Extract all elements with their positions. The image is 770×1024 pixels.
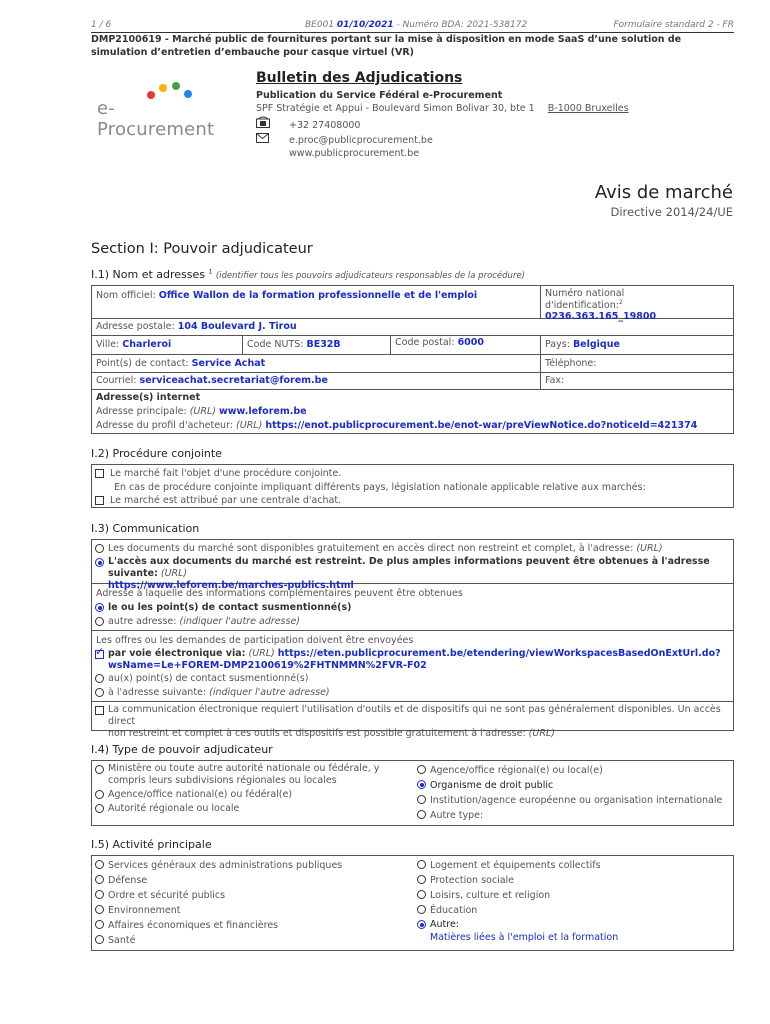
bulletin-block [256,70,736,159]
i3-row-offres [92,631,733,702]
radio-button[interactable] [417,810,426,819]
i2-opt-centrale[interactable]: Le marché est attribué par une centrale d'achat. [92,494,733,508]
notice-type [595,182,733,219]
i1-heading: I.1) Nom et adresses $^1$ (identifier tous les pouvoirs adjudicateurs responsables de la procédure) [91,268,525,281]
i3-offres-label: Les offres ou les demandes de participation doivent être envoyées [96,635,414,646]
i3-offres-opt-contact[interactable]: au(x) point(s) de contact susmentionné(s) [92,672,733,686]
i4-opt[interactable]: Ministère ou toute autre autorité nationale ou fédérale, y compris leurs subdivisions régionales ou locales [92,763,392,787]
bulletin-email-line [256,133,736,146]
bulletin-phone-line [256,116,736,131]
nom-officiel: Nom officiel: Office Wallon de la formation professionnelle et de l'emploi [96,290,478,301]
i3-info-label: Adresse à laquelle des informations complémentaires peuvent être obtenues [96,588,463,599]
i1-table [91,285,734,434]
radio-button[interactable] [417,795,426,804]
form-type: Formulaire standard 2 - FR [613,20,734,30]
profil-acheteur: Adresse du profil d'acheteur: (URL) https://enot.publicprocurement.be/enot-war/preViewNotice.do?noticeId=421374 [96,420,698,431]
numero-national: Numéro national d'identification:$^2$ 0236.363.165_19800 [540,286,733,318]
checkbox-checked[interactable] [95,650,104,659]
i3-opt-acces-restreint[interactable]: L'accès aux documents du marché est restreint. De plus amples informations peuvent être obtenues à l'adresse suivante: (URL) https://www.leforem.be/marches-publics.html [92,556,733,592]
i1-row-ville [92,336,733,355]
i5-opt[interactable]: Défense [92,873,392,888]
courriel-link[interactable]: serviceachat.secretariat@forem.be [139,375,328,386]
i5-opt[interactable]: Ordre et sécurité publics [92,888,392,903]
i4-left [92,763,392,816]
bulletin-city: B-1000 Bruxelles [547,103,629,114]
i4-opt[interactable]: Autorité régionale ou locale [92,802,392,816]
i3-info-opt-contact[interactable]: le ou les point(s) de contact susmentionné(s) [92,601,733,615]
header-reference: BE001 01/10/2021 - Numéro BDA: 2021-538172 [305,20,528,30]
phone-icon [256,116,286,131]
i5-box [91,855,734,951]
i5-opt[interactable]: Services généraux des administrations publiques [92,858,392,873]
code-postal: Code postal: 6000 [390,336,540,354]
autre-activite-value: Matières liées à l'emploi et la formation [430,932,619,943]
radio-button-selected[interactable] [95,603,104,612]
adresse-principale-link[interactable]: www.leforem.be [219,406,307,417]
i5-opt[interactable]: Protection sociale [414,873,732,888]
radio-button[interactable] [417,905,426,914]
i3-box [91,539,734,739]
radio-button[interactable] [95,920,104,929]
i4-opt[interactable]: Institution/agence européenne ou organisation internationale [414,793,732,808]
logo-dot [172,82,180,90]
radio-button[interactable] [95,765,104,774]
i4-opt[interactable]: Agence/office national(e) ou fédéral(e) [92,788,392,802]
radio-button[interactable] [95,674,104,683]
radio-button[interactable] [95,688,104,697]
telephone: Téléphone: [540,355,733,372]
profil-acheteur-link[interactable]: https://enot.publicprocurement.be/enot-war/preViewNotice.do?noticeId=421374 [265,420,698,431]
i3-info-opt-autre[interactable]: autre adresse: (indiquer l'autre adresse) [92,615,733,629]
i2-opt-conjointe[interactable]: Le marché fait l'objet d'une procédure conjointe. [92,467,733,481]
i5-opt[interactable]: Environnement [92,903,392,918]
envelope-icon [256,133,286,146]
i4-opt-selected[interactable]: Organisme de droit public [414,778,732,793]
point-de-contact: Point(s) de contact: Service Achat [96,358,266,369]
i3-row-info [92,584,733,631]
i1-row-internet [92,390,733,436]
section-title: Section I: Pouvoir adjudicateur [91,241,313,257]
i5-opt[interactable]: Loisirs, culture et religion [414,888,732,903]
radio-button-selected[interactable] [417,920,426,929]
courriel: Courriel: serviceachat.secretariat@forem.be [96,375,328,386]
radio-button[interactable] [95,790,104,799]
radio-button[interactable] [95,875,104,884]
i3-offres-opt-adresse[interactable]: à l'adresse suivante: (indiquer l'autre adresse) [92,686,733,700]
i2-heading: I.2) Procédure conjointe [91,447,222,460]
radio-button-selected[interactable] [417,780,426,789]
i3-offres-opt-electronique[interactable]: ✓ par voie électronique via: (URL) https://eten.publicprocurement.be/etendering/viewWorkspacesBasedOnExtUrl.do? wsName=Le+FOREM-DMP2100619%2FHTNMMN%2FVR-F02 [92,648,733,672]
i5-opt-selected[interactable]: Autre: Matières liées à l'emploi et la formation [414,918,732,944]
radio-button[interactable] [417,765,426,774]
bulletin-email[interactable]: e.proc@publicprocurement.be [289,135,433,146]
i4-box [91,760,734,826]
bulletin-title: Bulletin des Adjudications [256,70,463,86]
checkbox[interactable] [95,496,104,505]
i5-opt[interactable]: Logement et équipements collectifs [414,858,732,873]
radio-button[interactable] [95,890,104,899]
i1-row-courriel [92,373,733,390]
notice-directive: Directive 2014/24/UE [610,205,733,219]
bulletin-website[interactable]: www.publicprocurement.be [289,148,420,159]
i5-right [414,858,732,944]
bulletin-address: SPF Stratégie et Appui - Boulevard Simon Bolivar 30, bte 1 [256,103,535,114]
i5-opt[interactable]: Santé [92,933,392,948]
radio-button[interactable] [95,935,104,944]
pays: Pays: Belgique [540,336,733,354]
radio-button-selected[interactable] [95,558,104,567]
radio-button[interactable] [95,617,104,626]
radio-button[interactable] [95,905,104,914]
notice-type-title: Avis de marché [594,182,733,203]
radio-button[interactable] [95,860,104,869]
radio-button[interactable] [417,860,426,869]
i3-row-comm [92,702,733,739]
i5-opt[interactable]: Affaires économiques et financières [92,918,392,933]
i3-heading: I.3) Communication [91,522,200,535]
i4-opt[interactable]: Agence/office régional(e) ou local(e) [414,763,732,778]
logo-dot [159,84,167,92]
ville: Ville: Charleroi [96,339,172,350]
code-nuts: Code NUTS: BE32B [242,336,390,354]
bulletin-web-line [256,148,736,159]
page-number: 1 / 6 [91,20,112,30]
adresse-principale: Adresse principale: (URL) www.leforem.be [96,406,307,417]
i2-box [91,464,734,508]
i5-heading: I.5) Activité principale [91,838,212,851]
i1-row-contact [92,355,733,373]
i4-right [414,763,732,823]
radio-button[interactable] [95,544,104,553]
checkbox[interactable] [95,469,104,478]
acces-restreint-link[interactable]: https://www.leforem.be/marches-publics.html [108,580,354,591]
bulletin-phone: +32 27408000 [289,120,361,131]
publication-date: 01/10/2021 [336,20,394,30]
radio-button[interactable] [417,875,426,884]
bulletin-address-line [256,103,736,114]
logo-text: e-Procurement [97,98,215,140]
bulletin-subtitle: Publication du Service Fédéral e-Procurement [256,90,503,101]
i3-opt-documents-libres[interactable]: Les documents du marché sont disponibles gratuitement en accès direct non restreint et complet, à l'adresse: (URL) [92,542,733,556]
i3-row-documents [92,540,733,591]
i5-opt[interactable]: Éducation [414,903,732,918]
e-procurement-logo [93,80,223,140]
i2-note: En cas de procédure conjointe impliquant différents pays, législation nationale applicable relative aux marchés: [114,482,646,493]
checkbox[interactable] [95,706,104,715]
adresse-postale: Adresse postale: 104 Boulevard J. Tirou [96,321,297,332]
radio-button[interactable] [417,890,426,899]
i1-row-adresse [92,319,733,336]
logo-dot [184,90,192,98]
i4-heading: I.4) Type de pouvoir adjudicateur [91,743,273,756]
fax: Fax: [540,373,733,389]
notice-title: DMP2100619 - Marché public de fournitures portant sur la mise à disposition en mode SaaS d’une solution de simulation d’entretien d’embauche pour casque virtuel (VR) [91,32,734,59]
internet-heading: Adresse(s) internet [96,392,201,403]
i5-left [92,858,392,948]
i4-opt[interactable]: Autre type: [414,808,732,823]
i1-row-nom [92,286,733,323]
i3-comm-opt[interactable]: La communication électronique requiert l'utilisation d'outils et de dispositifs qui ne sont pas généralement disponibles. Un accès direct non restreint et complet à ces outils et dispositifs est possible gratuitement à l'adresse: (URL) [92,704,733,740]
offres-link[interactable]: https://eten.publicprocurement.be/etendering/viewWorkspacesBasedOnExtUrl.do? [277,648,721,659]
radio-button[interactable] [95,804,104,813]
